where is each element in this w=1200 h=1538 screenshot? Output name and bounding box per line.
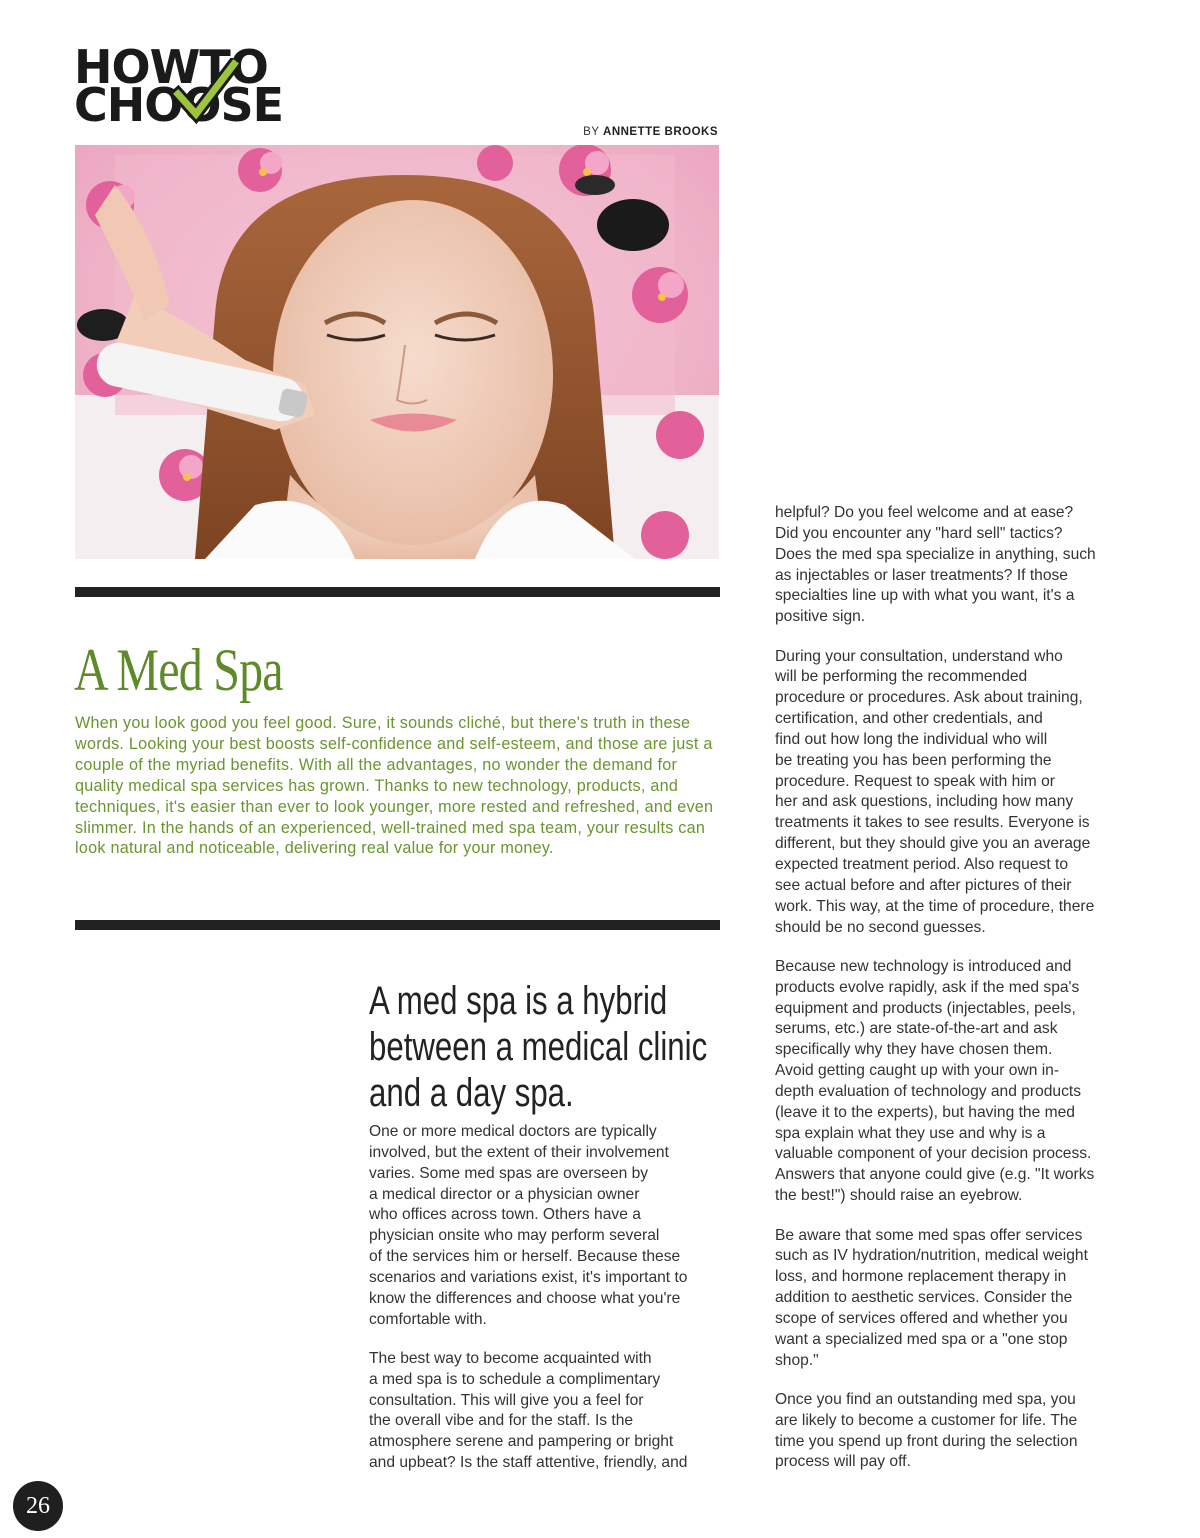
body-paragraph: One or more medical doctors are typically involved, but the extent of their involvement varies. Some med spas are overseen by a medical director or a physician owner who offices across town. Others have a physician onsite who may perform several of the services him or herself. Because these scenarios and variations exist, it's important to know the differences and choose what you're comfortable with. [369, 1123, 688, 1328]
how-to-choose-logo [74, 40, 354, 132]
checkmark-icon [170, 58, 240, 124]
byline-prefix: BY [583, 126, 600, 138]
spa-treatment-photo [75, 145, 719, 559]
body-paragraph: The best way to become acquainted with a med spa is to schedule a complimentary consultation. This will give you a feel for the overall vibe and for the staff. Is the atmosphere serene and pampering or bright and upbeat? Is the staff attentive, friendly, and [369, 1349, 688, 1472]
byline [583, 126, 718, 138]
page-number-badge [13, 1481, 63, 1531]
article-title: A Med Spa [74, 637, 283, 703]
body-paragraph: Because new technology is introduced and products evolve rapidly, ask if the med spa's equipment and products (injectables, peels, serums, etc.) are state-of-the-art and ask specifically why they have chosen them. Avoid getting caught up with your own in- depth evaluation of technology and products (leave it to the experts), but having the med spa explain what they use and why is a valuable component of your decision process. Answers that anyone could give (e.g. "It works the best!") should raise an eyebrow. [775, 957, 1095, 1205]
pull-quote-text: A med spa is a hybrid between a medical clinic and a day spa. [369, 979, 708, 1115]
byline-author: ANNETTE BROOKS [603, 126, 718, 138]
pull-quote [369, 978, 775, 1116]
logo-line-1: HOWTO [74, 40, 268, 94]
body-paragraph: During your consultation, understand who will be performing the recommended procedure or procedures. Ask about training, certification, and other credentials, and find out how long the individual who will be treating you has been performing the procedure. Request to speak with him or her and ask questions, including how many treatments it takes to see results. Everyone is different, but they should give you an average expected treatment period. Also request to see actual before and after pictures of their work. This way, at the time of procedure, there should be no second guesses. [775, 647, 1095, 936]
page-number: 26 [26, 1492, 50, 1519]
intro-paragraph: When you look good you feel good. Sure, it sounds cliché, but there's truth in these words. Looking your best boosts self-confidence and self-esteem, and those are just a couple of the myriad benefits. With all the advantages, no wonder the demand for quality medical spa services has grown. Thanks to new technology, products, and techniques, it's easier than ever to look younger, more rested and refreshed, and even slimmer. In the hands of an experienced, well-trained med spa team, your results can look natural and noticeable, delivering real value for your money. [75, 714, 714, 858]
logo-line-2: CHOOSE [74, 78, 284, 132]
middle-column [369, 1122, 719, 1493]
right-column [775, 503, 1135, 1492]
body-paragraph: Once you find an outstanding med spa, you are likely to become a customer for life. The time you spend up front during the selection process will pay off. [775, 1390, 1078, 1471]
body-paragraph: Be aware that some med spas offer services such as IV hydration/nutrition, medical weight loss, and hormone replacement therapy in addition to aesthetic services. Consider the scope of services offered and whether you want a specialized med spa or a "one stop shop." [775, 1226, 1088, 1369]
divider-rule [75, 920, 720, 930]
divider-rule [75, 587, 720, 597]
spa-photo-illustration [75, 145, 719, 559]
body-paragraph: helpful? Do you feel welcome and at ease? Did you encounter any "hard sell" tactics? Does the med spa specialize in anything, such as injectables or laser treatments? If those specialties line up with what you want, it's a positive sign. [775, 504, 1096, 626]
